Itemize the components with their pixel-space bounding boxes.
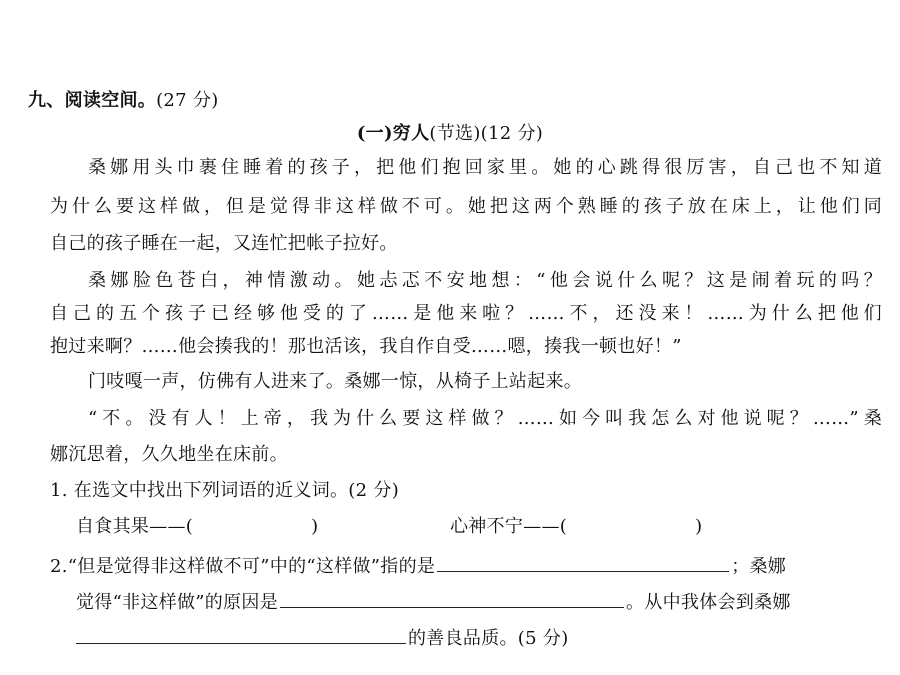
passage-line: 娜沉思着，久久地坐在床前。 — [50, 444, 288, 465]
passage-line: 桑娜脸色苍白，神情激动。她忐忑不安地想：“他会说什么呢？这是闹着玩的吗？ — [88, 270, 882, 291]
passage-title-note: (节选)(12 分) — [429, 123, 544, 144]
question-1-item-1 — [76, 514, 318, 540]
q2-blank-1[interactable] — [437, 551, 729, 572]
passage-line: 桑娜用头巾裹住睡着的孩子，把他们抱回家里。她的心跳得很厉害，自己也不知道 — [88, 157, 882, 178]
q2-part3: 觉得“非这样做”的原因是 — [76, 592, 279, 613]
passage-line: “不。没有人！上帝，我为什么要这样做？……如今叫我怎么对他说呢？……”桑 — [88, 408, 882, 429]
q2-blank-3[interactable] — [76, 623, 406, 644]
passage-title-main: (一)穷人 — [356, 123, 430, 144]
section-title: 九、阅读空间。 — [28, 90, 157, 111]
passage-line: 自己的五个孩子已经够他受的了……是他来啦？……不，还没来！……为什么把他们 — [50, 303, 882, 324]
question-1-item-2 — [450, 514, 702, 540]
q1-item2-word: 心神不宁——( — [450, 516, 568, 537]
passage-line: 自己的孩子睡在一起，又连忙把帐子拉好。 — [50, 233, 398, 254]
q2-part4: 。从中我体会到桑娜 — [626, 592, 791, 613]
question-2-line-3 — [76, 623, 569, 652]
q1-item2-close: ) — [695, 516, 703, 537]
section-score: (27 分) — [156, 90, 219, 111]
question-2-line-1 — [50, 551, 786, 580]
q1-item1-close: ) — [311, 516, 319, 537]
passage-line: 为什么要这样做，但是觉得非这样做不可。她把这两个熟睡的孩子放在床上，让他们同 — [50, 196, 882, 217]
passage-line: 门吱嘎一声，仿佛有人进来了。桑娜一惊，从椅子上站起来。 — [88, 371, 583, 392]
section-heading — [28, 88, 219, 114]
passage-line: 抱过来啊？……他会揍我的！那也活该，我自作自受……嗯，揍我一顿也好！” — [50, 336, 682, 357]
q1-item1-word: 自食其果——( — [76, 516, 194, 537]
q2-part1: 2.“但是觉得非这样做不可”中的“这样做”指的是 — [50, 556, 436, 577]
passage-title — [0, 121, 900, 147]
question-1-prompt: 1. 在选文中找出下列词语的近义词。(2 分) — [50, 480, 400, 501]
q2-part2: ；桑娜 — [731, 556, 787, 577]
question-2-line-2 — [76, 587, 791, 616]
q2-part5: 的善良品质。(5 分) — [408, 628, 569, 649]
q2-blank-2[interactable] — [280, 587, 624, 608]
